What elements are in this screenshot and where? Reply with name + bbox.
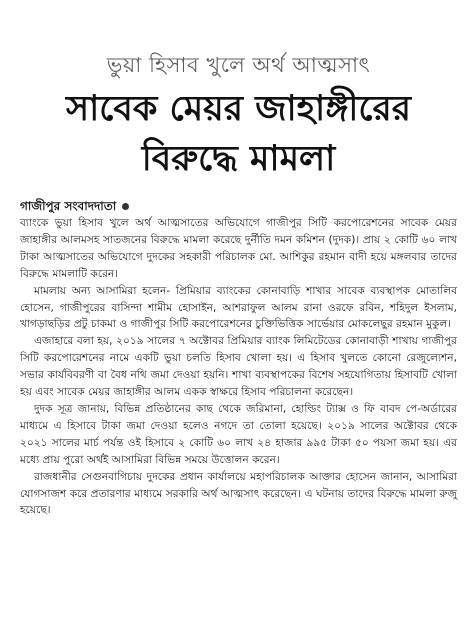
paragraph-5: রাজধানীর সেগুনবাগিচায় দুদকের প্রধান কার্যালয়ে মহাপরিচালক আক্তার হোসেন জানান, আসামিরা যোগসাজশ করে প্রতারণার মাধ্যমে সরকারি অর্থ আত্মসাৎ করেছেন। এ ঘটনায় তাদের বিরুদ্ধে মামলা রুজু হয়েছে। — [20, 470, 457, 517]
headline — [20, 84, 457, 184]
kicker-subtitle: ভুয়া হিসাব খুলে অর্থ আত্মসাৎ — [106, 53, 371, 77]
paragraph-2: মামলায় অন্য আসামিরা হলেন- প্রিমিয়ার ব্যাংকের কোনাবাড়ি শাখার সাবেক ব্যবস্থাপক মোতালিব হোসেন, গাজীপুরের বাসিন্দা শামীম হোসাইন, আশরাফুল আলম রানা ওরফে রবিন, শহিদুল ইসলাম, খাগড়াছড়ির প্রটু চাকমা ও গাজীপুর সিটি করপোরেশনের চুক্তিভিত্তিক সার্ভেয়ার মোকলেছুর রহমান মুকুল। — [20, 284, 457, 331]
byline-text: গাজীপুর সংবাদদাতা — [20, 199, 117, 213]
headline-line-2: বিরুদ্ধে মামলা — [141, 139, 336, 179]
paragraph-1: ব্যাংকে ভুয়া হিসাব খুলে অর্থ আত্মসাতের অভিযোগে গাজীপুর সিটি করপোরেশনের সাবেক মেয়র জাহাঙ্গীর আলমসহ সাতজনের বিরুদ্ধে মামলা করেছে দুর্নীতি দমন কমিশন (দুদক)। প্রায় ২ কোটি ৬০ লাখ টাকা আত্মসাতের অভিযোগে দুদকের সহকারী পরিচালক মো. আশিকুর রহমান বাদী হয়ে মঙ্গলবার তাদের বিরুদ্ধে মামলাটি করেন। — [20, 217, 457, 280]
byline — [20, 198, 457, 215]
bullet-icon — [122, 203, 129, 210]
paragraph-4: দুদক সূত্র জানায়, বিভিন্ন প্রতিষ্ঠানের কাছ থেকে জরিমানা, হোল্ডিং ট্যাক্স ও ফি বাবদ পে-অর্ডারের মাধ্যমে এ হিসাবে টাকা জমা দেওয়া হলেও নগদে তা তোলা হয়েছে। ২০১৯ সালের অক্টোবর থেকে ২০২১ সালের মার্চ পর্যন্ত ওই হিসাবে ২ কোটি ৬০ লাখ ২৪ হাজার ৯৯৫ টাকা ৫০ পয়সা জমা হয়। এর মধ্যে প্রায় পুরো অর্থই আসামিরা বিভিন্ন সময়ে উত্তোলন করেন। — [20, 402, 457, 466]
headline-line-1: সাবেক মেয়র জাহাঙ্গীরের — [66, 89, 411, 129]
article-body — [20, 215, 457, 519]
paragraph-3: এজাহারে বলা হয়, ২০১৯ সালের ৭ অক্টোবর প্রিমিয়ার ব্যাংক লিমিটেডের কোনাবাড়ী শাখায় গাজীপুর সিটি করপোরেশনের নামে একটি ভুয়া চলতি হিসাব খোলা হয়। এ হিসাব খুলতে কোনো রেজুল্যেশন, সভার কার্যবিবরণী বা বৈধ নথি জমা দেওয়া হয়নি। শাখা ব্যবস্থাপকের বিশেষ সহযোগিতায় হিসাবটি খোলা হয় এবং সাবেক মেয়র জাহাঙ্গীর আলম একক স্বাক্ষরে হিসাব পরিচালনা করেছেন। — [20, 335, 457, 399]
